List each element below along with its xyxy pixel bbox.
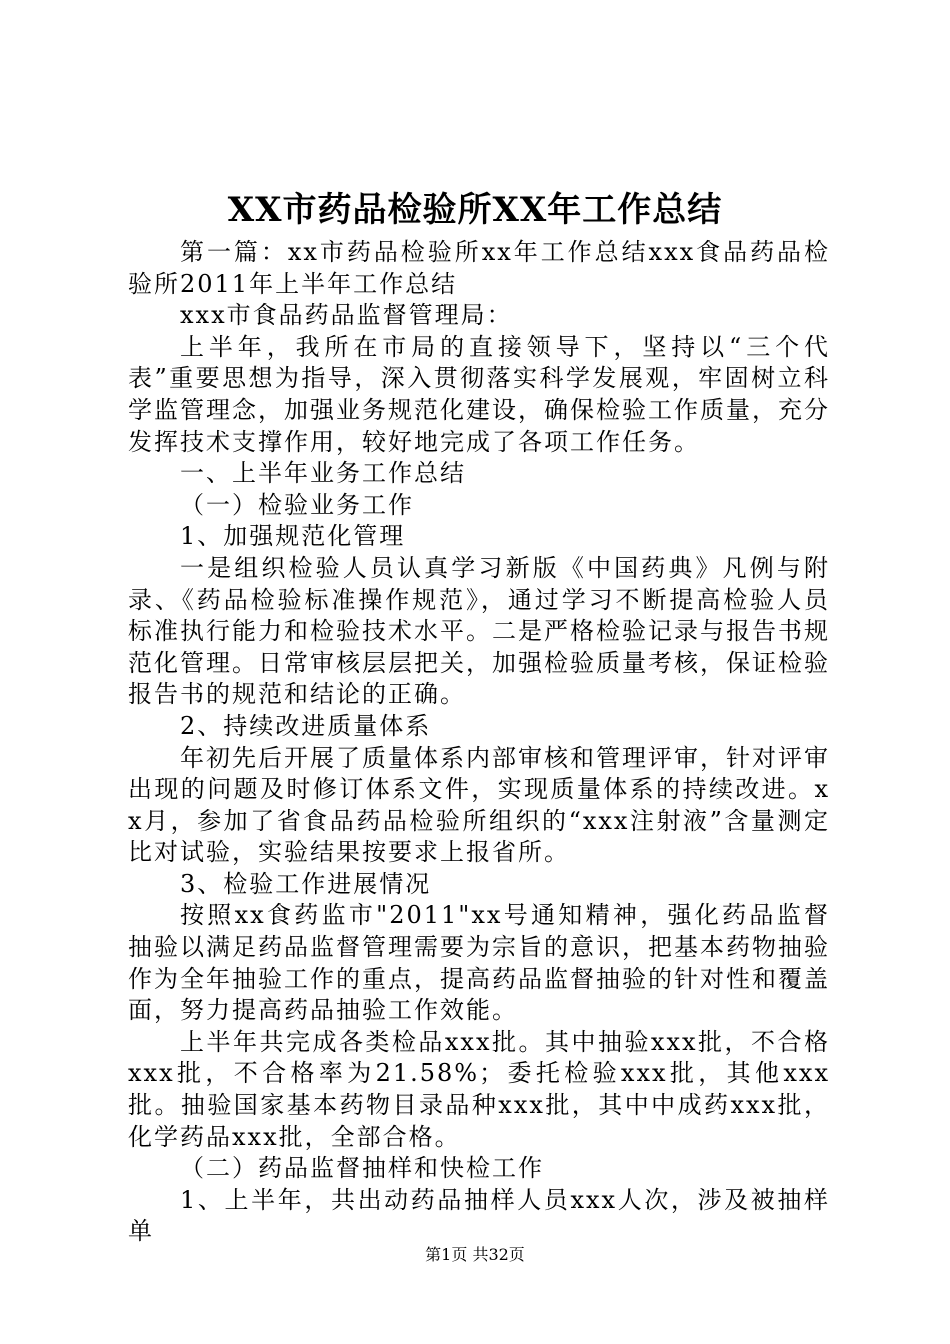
paragraph-item-1: 一是组织检验人员认真学习新版《中国药典》凡例与附录、《药品检验标准操作规范》，通过学习不断提高检验人员标准执行能力和检验技术水平。二是严格检验记录与报告书规范化管理。日常审核层层把关，加强检验质量考核，保证检验报告书的规范和结论的正确。: [128, 553, 830, 709]
paragraph-item-3-stats: 上半年共完成各类检品xxx批。其中抽验xxx批，不合格xxx批，不合格率为21.58%；委托检验xxx批，其他xxx批。抽验国家基本药物目录品种xxx批，其中中成药xxx批，化学药品xxx批，全部合格。: [128, 1027, 830, 1151]
paragraph-summary: 上半年，我所在市局的直接领导下，坚持以“三个代表”重要思想为指导，深入贯彻落实科学发展观，牢固树立科学监管理念，加强业务规范化建设，确保检验工作质量，充分发挥技术支撑作用，较好地完成了各项工作任务。: [128, 332, 830, 456]
paragraph-sampling: 1、上半年，共出动药品抽样人员xxx人次，涉及被抽样单: [128, 1185, 830, 1246]
paragraph-intro: 第一篇：xx市药品检验所xx年工作总结xxx食品药品检验所2011年上半年工作总结: [128, 238, 830, 298]
heading-item-2: 2、持续改进质量体系: [180, 711, 432, 740]
heading-subsection-2: （二）药品监督抽样和快检工作: [180, 1154, 544, 1183]
paragraph-addressee: xxx市食品药品监督管理局：: [180, 301, 513, 330]
heading-item-3: 3、检验工作进展情况: [180, 869, 432, 898]
document-title: XX市药品检验所XX年工作总结: [227, 190, 723, 230]
heading-subsection-1: （一）检验业务工作: [180, 490, 414, 519]
document-body: [128, 237, 830, 1248]
paragraph-item-3: 按照xx食药监市"2011"xx号通知精神，强化药品监督抽验以满足药品监督管理需要为宗旨的意识，把基本药物抽验作为全年抽验工作的重点，提高药品监督抽验的针对性和覆盖面，努力提高药品抽验工作效能。: [128, 901, 830, 1025]
heading-item-1: 1、加强规范化管理: [180, 522, 406, 551]
paragraph-item-2: 年初先后开展了质量体系内部审核和管理评审，针对评审出现的问题及时修订体系文件，实现质量体系的持续改进。xx月，参加了省食品药品检验所组织的“xxx注射液”含量测定比对试验，实验结果按要求上报省所。: [128, 743, 830, 867]
heading-section-1: 一、上半年业务工作总结: [180, 459, 466, 488]
page-footer: 第1页 共32页: [425, 1245, 525, 1264]
